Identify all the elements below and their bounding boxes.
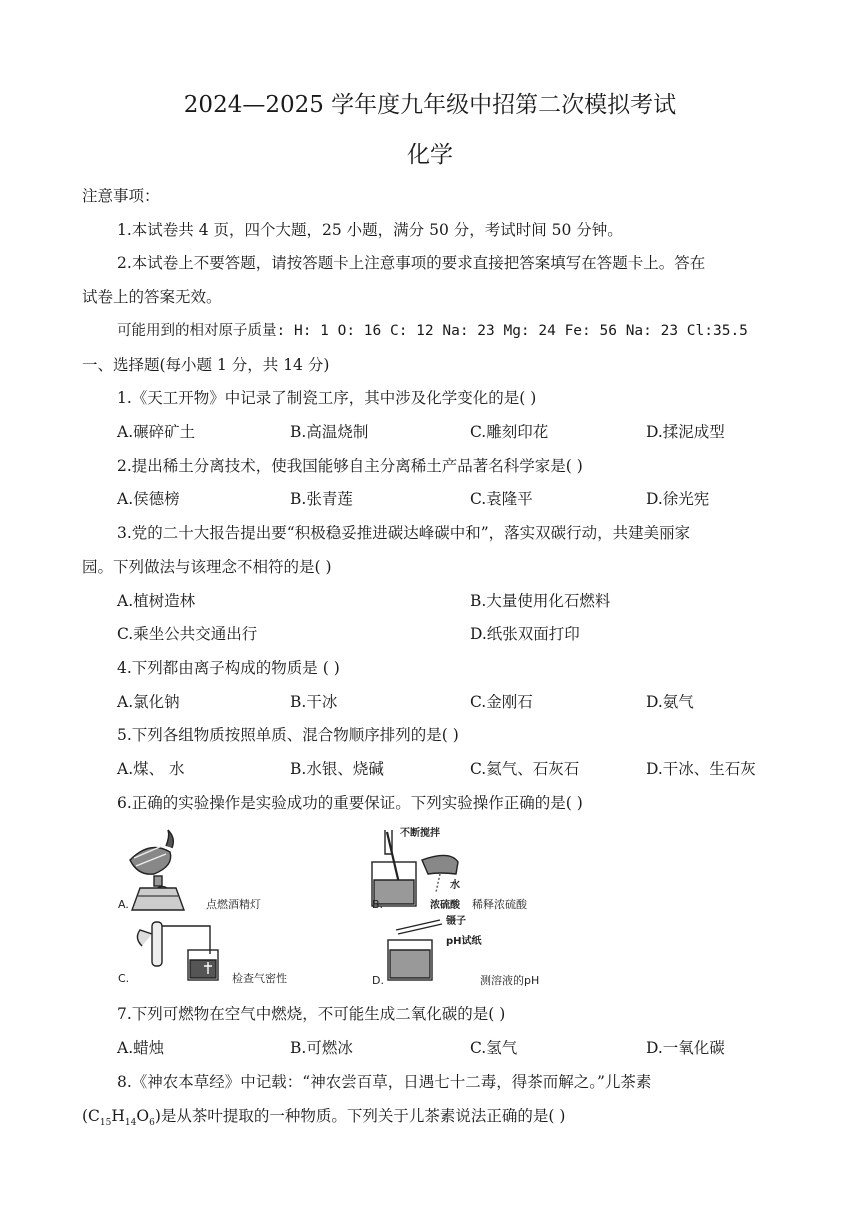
q3-option-d: D.纸张双面打印 — [470, 625, 580, 643]
fig-c-caption: 检查气密性 — [232, 972, 287, 985]
q7-option-d: D.一氧化碳 — [646, 1039, 725, 1057]
q2-stem: 2.提出稀土分离技术，使我国能够自主分离稀土产品著名科学家是( ) — [117, 457, 583, 475]
q1-option-b: B.高温烧制 — [290, 423, 369, 441]
q3-option-c: C.乘坐公共交通出行 — [117, 625, 258, 643]
fig-a-caption: 点燃酒精灯 — [206, 898, 261, 911]
figure-a-alcohol-lamp — [130, 830, 184, 910]
fig-b-stir-label: 不断搅拌 — [400, 828, 440, 839]
figure-c-airtightness — [137, 922, 218, 980]
q3-option-a: A.植树造林 — [117, 592, 196, 610]
fig-d-tweezers-label: 镊子 — [446, 916, 466, 927]
exam-title: 2024—2025 学年度九年级中招第二次模拟考试 — [183, 92, 677, 118]
q6-lab-figure — [110, 822, 570, 992]
q4-option-d: D.氨气 — [646, 693, 694, 711]
fig-b-water-label: 水 — [450, 880, 460, 891]
fig-c-letter: C. — [118, 972, 130, 985]
q7-option-a: A.蜡烛 — [117, 1039, 165, 1057]
q4-stem: 4.下列都由离子构成的物质是 ( ) — [117, 659, 340, 677]
figure-b-dilution — [372, 830, 458, 906]
fig-b-acid-label: 浓硫酸 — [430, 900, 460, 911]
q2-option-a: A.侯德榜 — [117, 490, 180, 508]
atomic-masses: 可能用到的相对原子质量: H: 1 O: 16 C: 12 Na: 23 Mg: 24 Fe: 56 Na: 23 Cl:35.5 — [117, 323, 748, 339]
fig-a-letter: A. — [118, 898, 129, 911]
q1-option-a: A.碾碎矿土 — [117, 423, 196, 441]
fig-d-paper-label: pH试纸 — [446, 936, 482, 947]
q5-option-b: B.水银、烧碱 — [290, 760, 384, 778]
fig-b-letter: B. — [372, 898, 384, 911]
q3-stem-line1: 3.党的二十大报告提出要“积极稳妥推进碳达峰碳中和”，落实双碳行动，共建美丽家 — [117, 524, 691, 542]
note-2-line2: 试卷上的答案无效。 — [82, 288, 222, 306]
note-2-line1: 2.本试卷上不要答题，请按答题卡上注意事项的要求直接把答案填写在答题卡上。答在 — [117, 254, 706, 272]
q3-option-b: B.大量使用化石燃料 — [470, 592, 611, 610]
note-1: 1.本试卷共 4 页，四个大题，25 小题，满分 50 分，考试时间 50 分钟。 — [117, 221, 623, 239]
q3-stem-line2: 园。下列做法与该理念不相符的是( ) — [82, 558, 332, 576]
notes-heading: 注意事项： — [82, 187, 160, 205]
q1-option-d: D.揉泥成型 — [646, 423, 725, 441]
fig-d-caption: 测溶液的pH — [480, 974, 540, 987]
q1-option-c: C.雕刻印花 — [470, 423, 549, 441]
q5-stem: 5.下列各组物质按照单质、混合物顺序排列的是( ) — [117, 726, 459, 744]
q1-stem: 1.《天工开物》中记录了制瓷工序，其中涉及化学变化的是( ) — [117, 389, 537, 407]
q2-option-d: D.徐光宪 — [646, 490, 710, 508]
q8-stem-line1: 8.《神农本草经》中记载：“神农尝百草，日遇七十二毒，得茶而解之。”儿茶素 — [117, 1073, 652, 1091]
q2-option-b: B.张青莲 — [290, 490, 353, 508]
subject-title: 化学 — [407, 142, 453, 168]
q4-option-c: C.金刚石 — [470, 693, 533, 711]
figure-d-ph-test — [388, 920, 442, 980]
q2-option-c: C.袁隆平 — [470, 490, 533, 508]
fig-d-letter: D. — [372, 974, 384, 987]
q7-stem: 7.下列可燃物在空气中燃烧，不可能生成二氧化碳的是( ) — [117, 1005, 506, 1023]
q5-option-c: C.氦气、石灰石 — [470, 760, 580, 778]
q4-option-b: B.干冰 — [290, 693, 338, 711]
q8-formula: $(C_{15}H_{14}O_6)$ — [82, 1107, 161, 1129]
q7-option-c: C.氢气 — [470, 1039, 518, 1057]
q6-stem: 6.正确的实验操作是实验成功的重要保证。下列实验操作正确的是( ) — [117, 794, 583, 812]
q5-option-d: D.干冰、生石灰 — [646, 760, 756, 778]
q5-option-a: A.煤、 水 — [117, 760, 185, 778]
q8-stem-line2 — [82, 1106, 565, 1133]
q4-option-a: A.氯化钠 — [117, 693, 180, 711]
section-1-heading: 一、选择题(每小题 1 分，共 14 分) — [82, 356, 330, 374]
fig-b-caption: 稀释浓硫酸 — [472, 898, 527, 911]
q7-option-b: B.可燃冰 — [290, 1039, 353, 1057]
q8-stem-text: 是从茶叶提取的一种物质。下列关于儿茶素说法正确的是( ) — [160, 1107, 566, 1125]
